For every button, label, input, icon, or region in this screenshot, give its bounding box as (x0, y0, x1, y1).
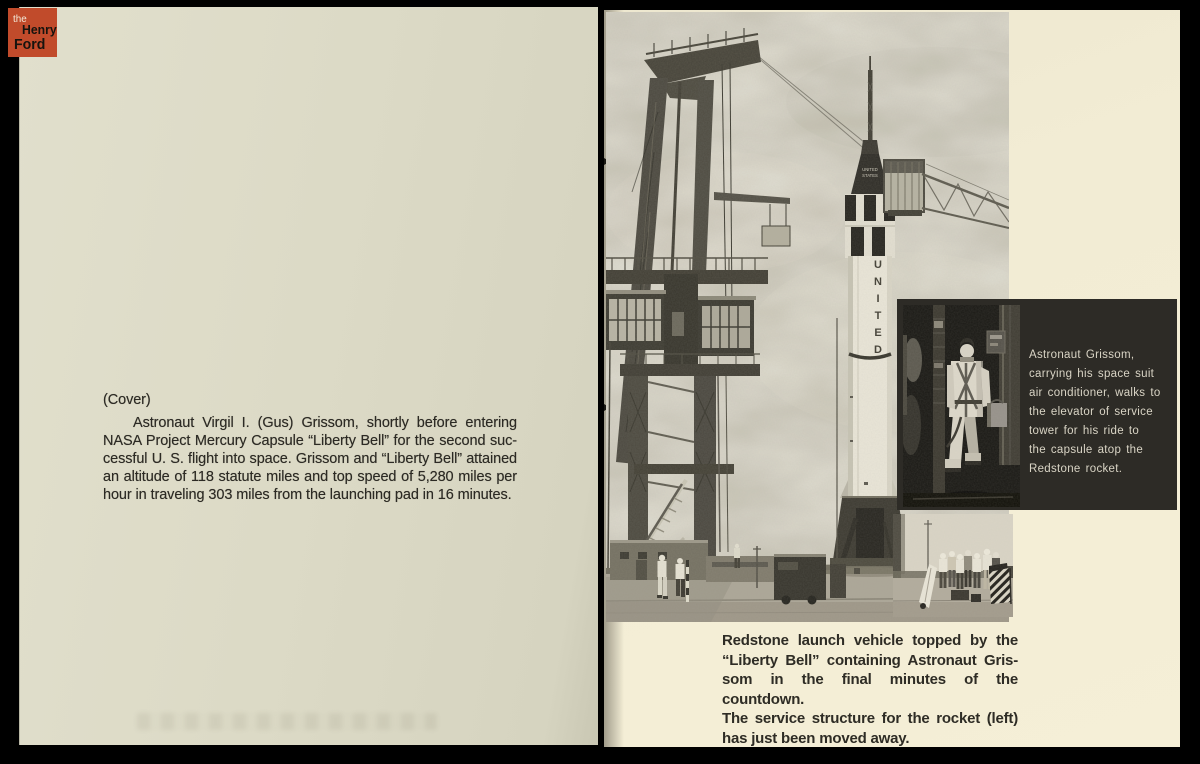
cover-paragraph (103, 414, 517, 504)
caption-line: Redstone launch vehicle topped by the (722, 632, 1018, 649)
logo-the: the (13, 13, 27, 25)
caption-line: hour in traveling 303 miles from the launching pad in 16 minutes. (103, 487, 512, 503)
caption-line: carrying his space suit (1029, 368, 1155, 380)
henry-ford-logo (8, 8, 57, 57)
caption-box-text (1029, 346, 1169, 479)
caption-line: the capsule atop the (1029, 444, 1144, 456)
page-showthrough (137, 713, 437, 730)
caption-line: air conditioner, walks to (1029, 387, 1161, 399)
caption-line: cessful U. S. flight into space. Grissom and “Liberty Bell” attained (103, 451, 517, 467)
caption-line: tower for his ride to (1029, 425, 1140, 437)
caption-line: Astronaut Grissom, (1029, 349, 1135, 361)
caption-line: an altitude of 118 statute miles and top speed of 5,280 miles per (103, 469, 517, 485)
astronaut-grissom-inset-photo (903, 305, 1020, 507)
caption-line: Redstone rocket. (1029, 463, 1123, 475)
caption-line: Astronaut Virgil I. (Gus) Grissom, shortly before entering (133, 415, 517, 431)
caption-line: The service structure for the rocket (left) (722, 710, 1018, 727)
caption-line: has just been moved away. (722, 729, 910, 747)
logo-henry: Henry (22, 22, 57, 37)
cover-label: (Cover) (103, 392, 151, 408)
left-page (19, 7, 598, 745)
caption-line: “Liberty Bell” containing Astronaut Gris- (722, 651, 1018, 669)
cover-description (103, 391, 517, 504)
caption-line: the elevator of service (1029, 406, 1153, 418)
caption-line: som in the final minutes of the countdown. (722, 671, 1018, 708)
logo-ford: Ford (14, 36, 46, 53)
bottom-caption (722, 631, 1018, 748)
caption-line: NASA Project Mercury Capsule “Liberty Bell” for the second suc- (103, 433, 517, 449)
launch-pad-crew-inset-photo (893, 514, 1013, 617)
